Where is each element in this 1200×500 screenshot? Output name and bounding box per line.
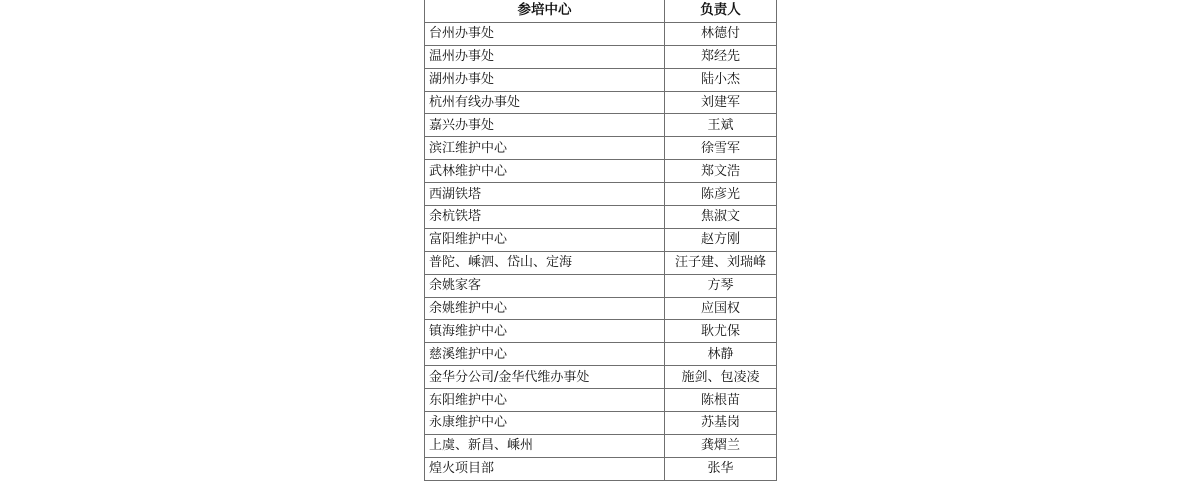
person-cell: 郑经先 <box>665 45 777 68</box>
table-row <box>425 366 777 389</box>
center-name-cell: 慈溪维护中心 <box>425 343 665 366</box>
table-row <box>425 412 777 435</box>
center-name-cell: 杭州有线办事处 <box>425 91 665 114</box>
table-row <box>425 183 777 206</box>
person-cell: 焦淑文 <box>665 206 777 229</box>
person-cell: 林德付 <box>665 22 777 45</box>
table-row <box>425 45 777 68</box>
center-name-cell: 西湖铁塔 <box>425 183 665 206</box>
table-row <box>425 91 777 114</box>
center-name-cell: 煌火项目部 <box>425 457 665 480</box>
person-cell: 林静 <box>665 343 777 366</box>
header-person-in-charge: 负责人 <box>665 0 777 22</box>
person-cell: 苏基岗 <box>665 412 777 435</box>
center-name-cell: 湖州办事处 <box>425 68 665 91</box>
table-row <box>425 68 777 91</box>
person-cell: 陆小杰 <box>665 68 777 91</box>
center-name-cell: 金华分公司/金华代维办事处 <box>425 366 665 389</box>
header-training-center: 参培中心 <box>425 0 665 22</box>
center-name-cell: 温州办事处 <box>425 45 665 68</box>
center-name-cell: 普陀、嵊泗、岱山、定海 <box>425 251 665 274</box>
person-cell: 应国权 <box>665 297 777 320</box>
center-name-cell: 余杭铁塔 <box>425 206 665 229</box>
table-row <box>425 434 777 457</box>
table-row <box>425 274 777 297</box>
person-cell: 施剑、包凌凌 <box>665 366 777 389</box>
spreadsheet-region <box>424 0 776 481</box>
table-row <box>425 343 777 366</box>
table-row <box>425 297 777 320</box>
table-row <box>425 320 777 343</box>
person-cell: 龚熠兰 <box>665 434 777 457</box>
person-cell: 方琴 <box>665 274 777 297</box>
person-cell: 陈根苗 <box>665 389 777 412</box>
table-row <box>425 251 777 274</box>
center-name-cell: 滨江维护中心 <box>425 137 665 160</box>
training-center-table <box>424 0 777 481</box>
person-cell: 刘建军 <box>665 91 777 114</box>
person-cell: 徐雪军 <box>665 137 777 160</box>
table-row <box>425 137 777 160</box>
person-cell: 陈彦光 <box>665 183 777 206</box>
center-name-cell: 台州办事处 <box>425 22 665 45</box>
table-row <box>425 160 777 183</box>
table-row <box>425 228 777 251</box>
table-row <box>425 206 777 229</box>
center-name-cell: 东阳维护中心 <box>425 389 665 412</box>
center-name-cell: 富阳维护中心 <box>425 228 665 251</box>
table-row <box>425 457 777 480</box>
center-name-cell: 余姚维护中心 <box>425 297 665 320</box>
person-cell: 耿尤保 <box>665 320 777 343</box>
center-name-cell: 镇海维护中心 <box>425 320 665 343</box>
table-row <box>425 389 777 412</box>
center-name-cell: 上虞、新昌、嵊州 <box>425 434 665 457</box>
person-cell: 王斌 <box>665 114 777 137</box>
center-name-cell: 武林维护中心 <box>425 160 665 183</box>
table-row <box>425 114 777 137</box>
center-name-cell: 余姚家客 <box>425 274 665 297</box>
person-cell: 张华 <box>665 457 777 480</box>
center-name-cell: 永康维护中心 <box>425 412 665 435</box>
person-cell: 赵方刚 <box>665 228 777 251</box>
center-name-cell: 嘉兴办事处 <box>425 114 665 137</box>
person-cell: 汪子建、刘瑞峰 <box>665 251 777 274</box>
table-row <box>425 22 777 45</box>
header-row <box>425 0 777 22</box>
table-body <box>425 22 777 480</box>
person-cell: 郑文浩 <box>665 160 777 183</box>
